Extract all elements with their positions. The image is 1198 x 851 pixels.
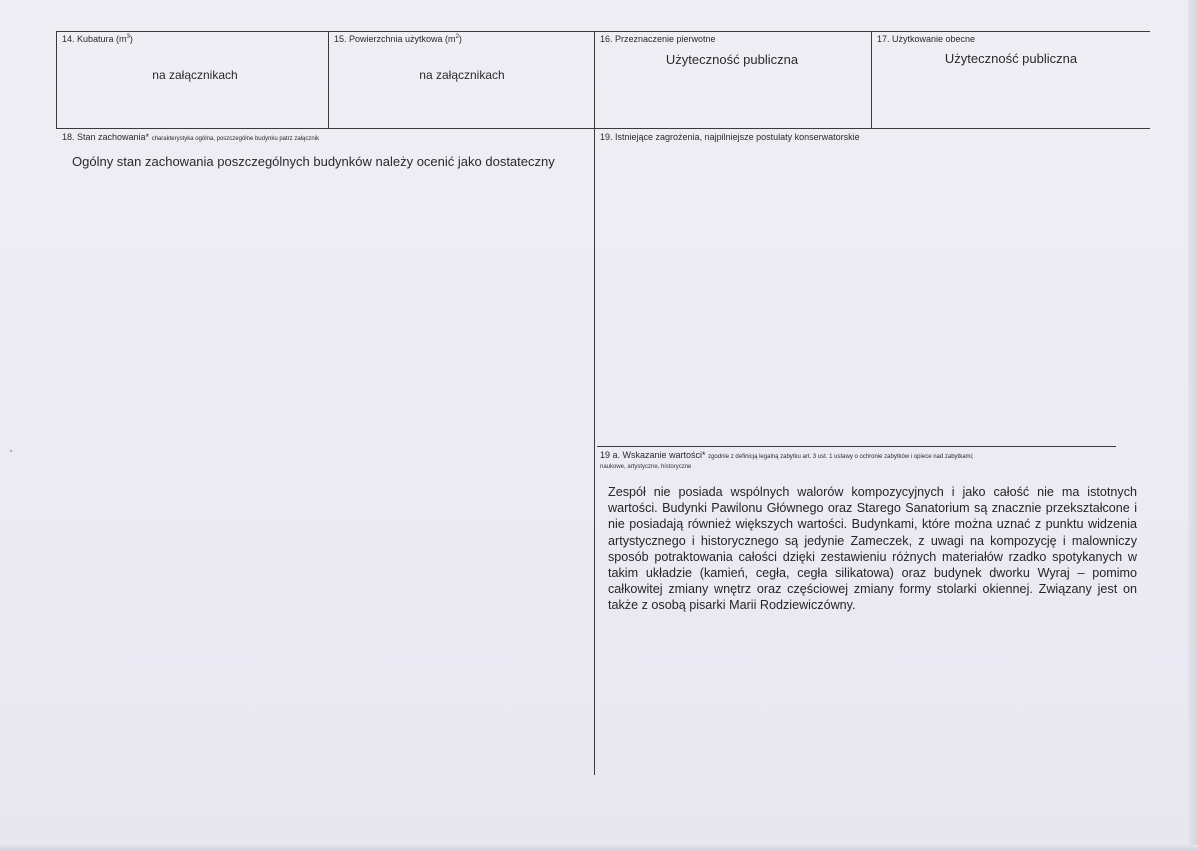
field-15-label: 15. Powierzchnia użytkowa $(m^2)$: [334, 34, 462, 44]
field-16-label: 16. Przeznaczenie pierwotne: [600, 34, 716, 44]
top-border-line: [56, 31, 1150, 32]
field-18-note: charakterystyka ogólna, poszczególne budynku patrz załącznik: [151, 136, 320, 142]
field-14-label: 14. Kubatura $(m^3)$: [62, 34, 133, 44]
section-19a-divider: [597, 446, 1116, 447]
field-19a-note: zgodnie z definicją legalną zabytku art. 3 ust. 1 ustawy o ochronie zabytków i opiece nad zabytkami;: [708, 454, 974, 460]
scan-speck: [10, 450, 12, 452]
paper-edge-right: [1188, 0, 1198, 851]
field-14-value: na załącznikach: [152, 68, 238, 82]
field-19-label: 19. Istniejące zagrożenia, najpilniejsze postulaty konserwatorskie: [600, 132, 860, 142]
field-19a-label: 19 a. Wskazanie wartości* zgodnie z definicją legalną zabytku art. 3 ust. 1 ustawy o ochronie zabytków i opiece nad zabytkami;: [600, 450, 974, 460]
field-19a-note-2: naukowe, artystyczne, historyczne: [600, 464, 692, 470]
field-17-value: Użyteczność publiczna: [944, 51, 1078, 66]
field-19a-value: Zespół nie posiada wspólnych walorów kompozycyjnych i jako całość nie ma istotnych wartości. Budynki Pawilonu Głównego oraz Starego Sanatorium są znacznie przekształcone i nie posiadają również większych wartości. Budynkami, które można uznać z punktu widzenia artystycznego i historycznego są jedynie Zameczek, z uwagi na kompozycję i malowniczy sposób potraktowania całości dzięki zestawieniu różnych materiałów rzadko spotykanych w takim układzie (kamień, cegła, cegła silikatowa) oraz budynek dworku Wyraj – pomimo całkowitej zmiany wnętrz oraz częściowej zmiany formy stolarki okiennej. Związany jest on także z osobą pisarki Marii Rodziewiczówny.: [608, 485, 1137, 613]
col-divider-14-15: [328, 31, 329, 129]
field-17-label: 17. Użytkowanie obecne: [877, 34, 976, 44]
paper-edge-bottom: [0, 845, 1198, 851]
col-divider-15-16: [594, 31, 595, 775]
field-15-value: na załącznikach: [419, 68, 505, 82]
field-18-value: Ogólny stan zachowania poszczególnych budynków należy ocenić jako dostateczny: [72, 154, 555, 169]
row-divider-line: [56, 128, 1150, 129]
col-divider-16-17: [871, 31, 872, 129]
field-16-value: Użyteczność publiczna: [665, 52, 799, 67]
left-border-line: [56, 31, 57, 129]
field-18-label: 18. Stan zachowania* charakterystyka ogólna, poszczególne budynku patrz załącznik: [62, 132, 320, 142]
